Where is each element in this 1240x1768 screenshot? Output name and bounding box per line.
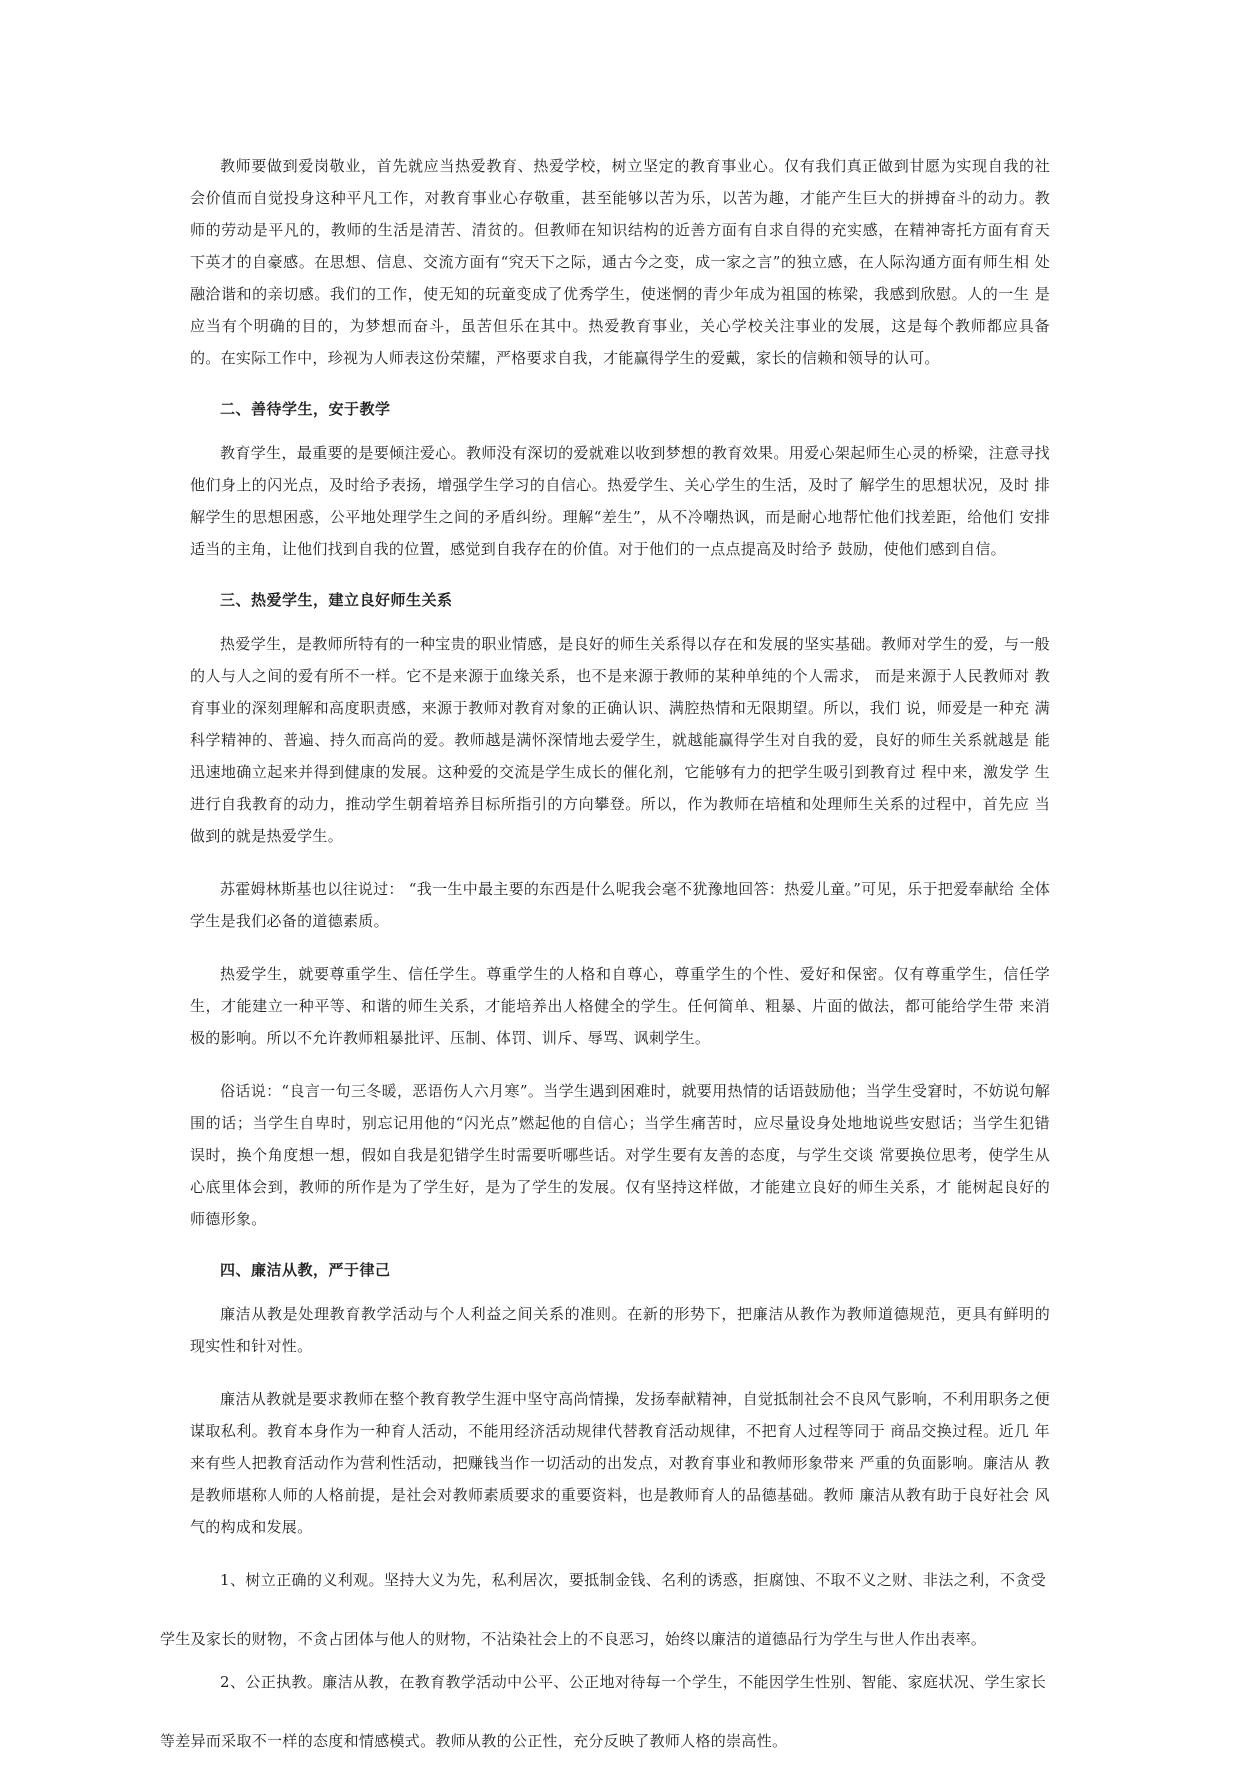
section3-paragraph-3: 热爱学生，就要尊重学生、信任学生。尊重学生的人格和自尊心，尊重学生的个性、爱好和保密。仅有尊重学生，信任学生，才能建立一种平等、和谐的师生关系，才能培养出人格健全的学生。任何简单、粗暴、片面的做法，都可能给学生带 来消 极的影响。所以不允许教师粗暴批评、压制、体罚、训斥、辱骂、讽刺学生。 bbox=[190, 965, 1050, 1047]
section4-paragraph-1: 廉洁从教是处理教育教学活动与个人利益之间关系的准则。在新的形势下，把廉洁从教作为教师道德规范，更具有鲜明的 现实性和针对性。 bbox=[190, 1305, 1050, 1355]
section-heading-3: 三、热爱学生，建立良好师生关系 bbox=[220, 591, 453, 609]
section-heading-2: 二、善待学生，安于教学 bbox=[220, 400, 391, 418]
intro-paragraph: 教师要做到爱岗敬业，首先就应当热爱教育、热爱学校，树立坚定的教育事业心。仅有我们真正做到甘愿为实现自我的社 会价值而自觉投身这种平凡工作，对教育事业心存敬重，甚至能够以苦为乐，以苦为趣，才能产生巨大的拼搏奋斗的动力。教 师的劳动是平凡的，教师的生活是清苦、清贫的。但教师在知识结构的近善方面有自求自得的充实感，在精神寄托方面有育天 下英才的自豪感。在思想、信息、交流方面有“究天下之际，通古今之变，成一家之言”的独立感，在人际沟通方面有师生相 处融洽谐和的亲切感。我们的工作，使无知的玩童变成了优秀学生，使迷惘的青少年成为祖国的栋梁，我感到欣慰。人的一生 是应当有个明确的目的，为梦想而奋斗，虽苦但乐在其中。热爱教育事业，关心学校关注事业的发展，这是每个教师都应具备 的。在实际工作中，珍视为人师表这份荣耀，严格要求自我，才能赢得学生的爱戴，家长的信赖和领导的认可。 bbox=[190, 157, 1050, 367]
list-item-2 bbox=[160, 1666, 1050, 1756]
list-item-1-first-line: 1、树立正确的义利观。坚持大义为先，私利居次，要抵制金钱、名利的诱惑，拒腐蚀、不取不义之财、非法之利，不贪受 bbox=[220, 1571, 1047, 1589]
section-heading-4: 四、廉洁从教，严于律己 bbox=[220, 1261, 391, 1279]
list-item-2-continuation: 等差异而采取不一样的态度和情感模式。教师从教的公正性，充分反映了教师人格的崇高性。 bbox=[160, 1732, 788, 1750]
section3-paragraph-1: 热爱学生，是教师所特有的一种宝贵的职业情感，是良好的师生关系得以存在和发展的坚实基础。教师对学生的爱，与一般的人与人之间的爱有所不一样。它不是来源于血缘关系，也不是来源于教师的某种单纯的个人需求， 而是来源于人民教师对 教育事业的深刻理解和高度职责感，来源于教师对教育对象的正确认识、满腔热情和无限期望。所以，我们 说，师爱是一种充 满科学精神的、普遍、持久而高尚的爱。教师越是满怀深情地去爱学生，就越能赢得学生对自我的爱，良好的师生关系就越是 能迅速地确立起来并得到健康的发展。这种爱的交流是学生成长的催化剂，它能够有力的把学生吸引到教育过 程中来，激发学 生进行自我教育的动力，推动学生朝着培养目标所指引的方向攀登。所以，作为教师在培植和处理师生关系的过程中，首先应 当做到的就是热爱学生。 bbox=[190, 635, 1050, 845]
document-page bbox=[160, 150, 1050, 1768]
list-item-2-first-line: 2、公正执教。廉洁从教，在教育教学活动中公平、公正地对待每一个学生，不能因学生性别、智能、家庭状况、学生家长 bbox=[220, 1673, 1047, 1691]
list-item-1 bbox=[160, 1564, 1050, 1654]
section2-paragraph-1: 教育学生，最重要的是要倾注爱心。教师没有深切的爱就难以收到梦想的教育效果。用爱心架起师生心灵的桥梁，注意寻找他们身上的闪光点，及时给予表扬，增强学生学习的自信心。热爱学生、关心学生的生活，及时了 解学生的思想状况，及时 排解学生的思想困惑，公平地处理学生之间的矛盾纠纷。理解“差生”，从不冷嘲热讽，而是耐心地帮忙他们找差距，给他们 安排适当的主角，让他们找到自我的位置，感觉到自我存在的价值。对于他们的一点点提高及时给予 鼓励，使他们感到自信。 bbox=[190, 444, 1050, 558]
section3-paragraph-2: 苏霍姆林斯基也以往说过： “我一生中最主要的东西是什么呢我会毫不犹豫地回答：热爱儿童。”可见，乐于把爱奉献给 全体学生是我们必备的道德素质。 bbox=[190, 880, 1050, 930]
section4-paragraph-2: 廉洁从教就是要求教师在整个教育教学生涯中坚守高尚情操，发扬奉献精神，自觉抵制社会不良风气影响，不利用职务之便谋取私利。教育本身作为一种育人活动，不能用经济活动规律代替教育活动规律，不把育人过程等同于 商品交换过程。近几 年来有些人把教育活动作为营利性活动，把赚钱当作一切活动的出发点，对教育事业和教师形象带来 严重的负面影响。廉洁从 教是教师堪称人师的人格前提，是社会对教师素质要求的重要资料，也是教师育人的品德基础。教师 廉洁从教有助于良好社会 风气的构成和发展。 bbox=[190, 1390, 1050, 1536]
section3-paragraph-4: 俗话说：“良言一句三冬暖，恶语伤人六月寒”。当学生遇到困难时，就要用热情的话语鼓励他；当学生受窘时，不妨说句解围的话；当学生自卑时，别忘记用他的“闪光点”燃起他的自信心；当学生痛苦时，应尽量设身处地地说些安慰话；当学生犯错 误时，换个角度想一想，假如自我是犯错学生时需要听哪些话。对学生要有友善的态度，与学生交谈 常要换位思考，使学生从 心底里体会到，教师的所作是为了学生好，是为了学生的发展。仅有坚持这样做，才能建立良好的师生关系，才 能树起良好的 师德形象。 bbox=[190, 1082, 1050, 1228]
list-item-1-continuation: 学生及家长的财物，不贪占团体与他人的财物，不沾染社会上的不良恶习，始终以廉洁的道德品行为学生与世人作出表率。 bbox=[160, 1630, 987, 1648]
